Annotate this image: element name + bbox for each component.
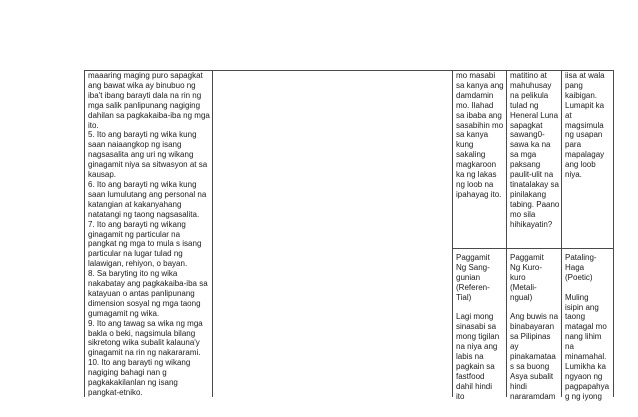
- table-divider: [212, 70, 213, 397]
- prompt-cell-top-3: iisa at wala pang kaibigan. Lumapit ka at magsimula ng usapan para mapalagay ang loob niya.: [565, 71, 605, 180]
- table-border-left: [84, 70, 85, 397]
- table-divider: [452, 70, 453, 397]
- table-divider: [561, 70, 562, 397]
- table-border-right: [613, 70, 614, 397]
- prompt-cell-bottom-3: Pataling- Haga (Poetic) Muling isipin ang taong matagal mo nang lihim na minamahal. Lumikha ka ngyaon ng pagpapahya g ng iyong: [565, 253, 610, 401]
- table-row-divider: [452, 248, 614, 249]
- prompt-cell-bottom-1: Paggamit Ng Sang- gunian (Referen- Tial) Lagi mong sinasabi sa mong tigilan na niya ang labis na pagkain sa fastfood dahil hindi ito: [456, 253, 500, 401]
- prompt-cell-bottom-2: Paggamit Ng Kuro- kuro (Metali- ngual) Ang buwis na binabayaran sa Pilipinas ay pinakamataa s sa buong Asya subalit hindi nararamdam: [510, 253, 559, 401]
- prompt-cell-top-2: matitino at mahuhusay na pelikula tulad ng Heneral Luna sapagkat sawang0- sawa ka na sa mga paksang paulit-ulit na tinatalakay sa pinilakang tabing. Paano mo sila hihikayatin?: [510, 71, 560, 229]
- table-divider: [506, 70, 507, 397]
- instruction-list-text: maaaring maging puro sapagkat ang bawat wika ay binubuo ng iba't ibang barayti dala na rin ng mga salik panlipunang nagiging dahilan sa pagkakaiba-iba ng mga ito. 5. Ito ang barayti ng wika kung saan naiaangkop ng isang nagsasalita ang uri ng wikang ginagamit niya sa sitwasyon at sa kausap. 6. Ito ang barayti ng wika kung saan lumulutang ang personal na katangian at kakanyahang natatangi ng taong nagsasalita. 7. Ito ang barayti ng wikang ginagamit ng particular na pangkat ng mga to mula s isang particular na lugar tulad ng lalawigan, rehiyon, o bayan. 8. Sa baryting ito ng wika nakabatay ang pagkakaiba-iba sa katayuan o antas panlipunang dimension sosyal ng mga taong gumagamit ng wika. 9. Ito ang tawag sa wika ng mga bakla o beki, nagsimula bilang sikretong wika subalit kalauna'y ginagamit na rin ng nakararami. 10. Ito ang barayti ng wikang nagiging bahagi nan g pagkakakilanlan ng isang pangkat-etniko.: [88, 71, 210, 397]
- prompt-cell-top-1: mo masabi sa kanya ang damdamin mo. Ilahad sa ibaba ang sasabihin mo sa kanya kung sakaling magkaroon ka ng lakas ng loob na ipahayag ito.: [456, 71, 504, 199]
